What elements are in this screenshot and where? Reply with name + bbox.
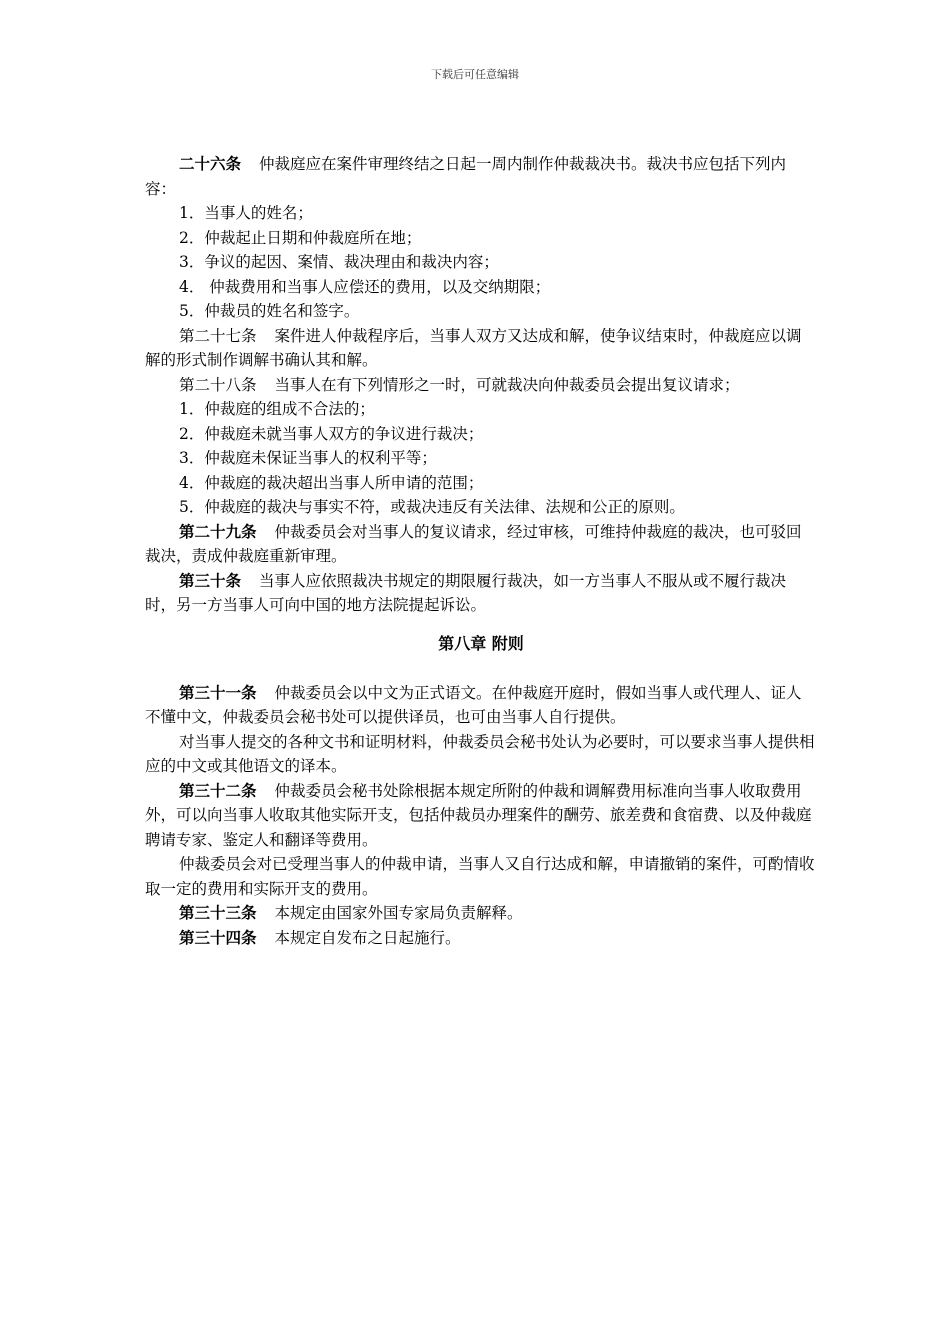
article-33-text: 本规定由国家外国专家局负责解释。 xyxy=(274,904,523,922)
article-30-title: 第三十条 xyxy=(179,571,242,590)
article-28-title: 第二十八条 xyxy=(179,375,257,394)
article-28 xyxy=(145,373,817,398)
article-28-item-5: 5．仲裁庭的裁决与事实不符，或裁决违反有关法律、法规和公正的原则。 xyxy=(179,498,685,516)
article-34 xyxy=(145,926,817,951)
article-28-item-4: 4．仲裁庭的裁决超出当事人所申请的范围； xyxy=(179,473,484,492)
article-27 xyxy=(145,324,817,373)
article-28-item-1: 1．仲裁庭的组成不合法的； xyxy=(179,400,375,418)
article-34-text: 本规定自发布之日起施行。 xyxy=(274,928,461,947)
article-28-item-2: 2．仲裁庭未就当事人双方的争议进行裁决； xyxy=(179,424,484,443)
article-26-text: 仲裁庭应在案件审理终结之日起一周内制作仲裁裁决书。裁决书应包括下列内容： xyxy=(145,155,787,198)
article-33-title: 第三十三条 xyxy=(179,904,257,922)
article-32-text: 仲裁委员会秘书处除根据本规定所附的仲裁和调解费用标准向当事人收取费用外，可以向当事人收取其他实际开支，包括仲裁员办理案件的酬劳、旅差费和食宿费、以及仲裁庭聘请专家、鉴定人和翻译等费用。 xyxy=(145,781,812,849)
article-28-item-3: 3．仲裁庭未保证当事人的权利平等； xyxy=(179,449,437,467)
article-31-title: 第三十一条 xyxy=(179,683,257,702)
article-29-text: 仲裁委员会对当事人的复议请求，经过审核，可维持仲裁庭的裁决，也可驳回裁决，责成仲裁庭重新审理。 xyxy=(145,522,802,565)
article-27-text: 案件进人仲裁程序后，当事人双方又达成和解，使争议结束时，仲裁庭应以调解的形式制作调解书确认其和解。 xyxy=(145,326,802,369)
article-30-text: 当事人应依照裁决书规定的期限履行裁决，如一方当事人不服从或不履行裁决时，另一方当事人可向中国的地方法院提起诉讼。 xyxy=(145,571,787,614)
article-26-title: 二十六条 xyxy=(179,155,242,173)
article-26-item-3: 3．争议的起因、案情、裁决理由和裁决内容； xyxy=(179,253,499,271)
article-33 xyxy=(145,901,817,926)
article-26-item-1: 1．当事人的姓名； xyxy=(179,204,313,222)
article-26-item-4: 4． 仲裁费用和当事人应偿还的费用，以及交纳期限； xyxy=(179,277,551,296)
article-29-title: 第二十九条 xyxy=(179,522,257,541)
page-header: 下载后可任意编辑 xyxy=(431,68,519,81)
article-31-para-2: 对当事人提交的各种文书和证明材料，仲裁委员会秘书处认为必要时，可以要求当事人提供相应的中文或其他语文的译本。 xyxy=(145,732,815,775)
article-31-text: 仲裁委员会以中文为正式语文。在仲裁庭开庭时，假如当事人或代理人、证人不懂中文，仲裁委员会秘书处可以提供译员，也可由当事人自行提供。 xyxy=(145,683,802,726)
article-27-title: 第二十七条 xyxy=(179,326,257,345)
article-26-item-5: 5．仲裁员的姓名和签字。 xyxy=(179,302,360,320)
article-34-title: 第三十四条 xyxy=(179,928,257,947)
article-32-para-2: 仲裁委员会对已受理当事人的仲裁申请，当事人又自行达成和解，申请撤销的案件，可酌情收取一定的费用和实际开支的费用。 xyxy=(145,855,815,898)
article-29 xyxy=(145,520,817,569)
article-30 xyxy=(145,569,817,618)
article-28-text: 当事人在有下列情形之一时，可就裁决向仲裁委员会提出复议请求； xyxy=(274,375,740,394)
article-32 xyxy=(145,779,817,853)
article-26 xyxy=(145,152,817,201)
article-26-item-2: 2．仲裁起止日期和仲裁庭所在地； xyxy=(179,228,422,247)
chapter-8-heading: 第八章 附则 xyxy=(438,633,524,653)
document-body xyxy=(145,152,817,950)
article-31 xyxy=(145,681,817,730)
article-32-title: 第三十二条 xyxy=(179,781,257,800)
